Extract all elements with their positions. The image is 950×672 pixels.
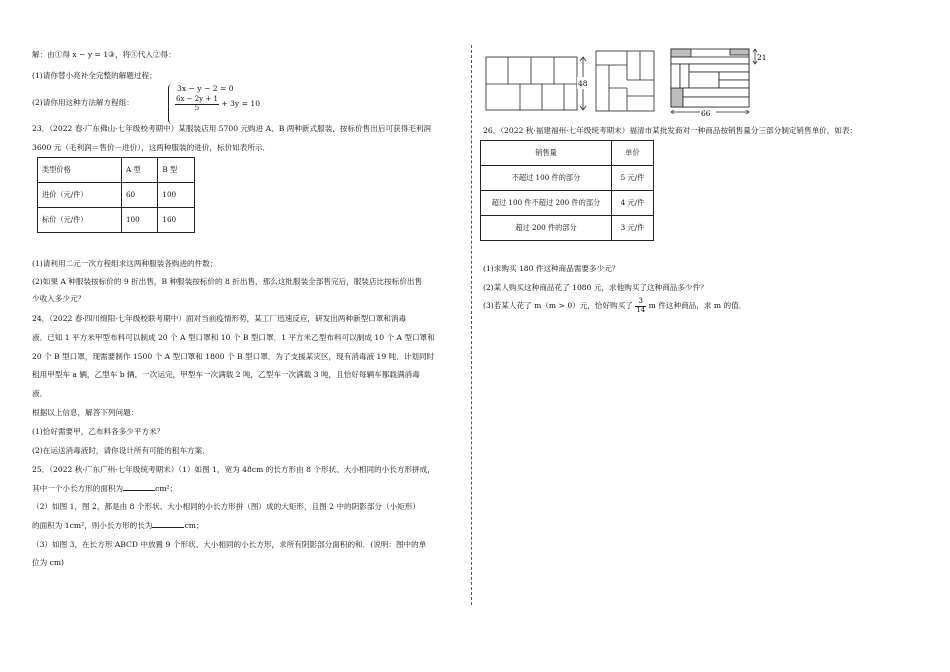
solution-line: 解：由①得 x − y = 1③，将③代入②得：	[32, 50, 176, 59]
table-cell: 3 元/件	[612, 216, 654, 241]
table-cell: 不超过 100 件的部分	[481, 166, 612, 191]
q25-text-6: 位为 cm)	[32, 558, 65, 567]
q24-text-1: 24．（2022 春·四川绵阳·七年级校联考期中）面对当前疫情形势，某工厂迅速反应，研发出两种新型口罩和消毒	[32, 314, 407, 323]
table-row	[481, 216, 654, 241]
q24-text-6: 根据以上信息，解答下列问题：	[32, 408, 139, 417]
table-cell: 160	[158, 208, 195, 233]
q23-part2-line1: (2)如果 A 种服装按标价的 9 折出售，B 种服装按标价的 8 折出售，那么这批服装全部售完后，服装店比按标价出售	[32, 277, 423, 286]
table-cell: 标价（元/件）	[38, 208, 122, 233]
answer-blank	[152, 527, 184, 528]
q26-part1: (1)求购买 180 件这种商品需要多少元？	[483, 264, 620, 273]
fig3-label-66: 66	[701, 109, 711, 118]
q25-text-4a: 的面积为 1cm²，则小长方形的长为	[32, 521, 153, 530]
fraction-numerator: 6x − 2y + 1	[176, 95, 218, 103]
table-row	[481, 191, 654, 216]
figure-1	[485, 55, 597, 113]
q24-text-5: 液．	[32, 389, 48, 398]
table-header: 类型价格	[38, 158, 122, 183]
table-header: A 型	[121, 158, 157, 183]
figure-2	[595, 50, 657, 114]
q23-part2-line2: 少收入多少元？	[32, 294, 86, 303]
q25-text-4	[32, 521, 204, 531]
fig2-outline	[596, 51, 654, 111]
table-row	[38, 208, 195, 233]
fraction-denominator: 5	[194, 103, 200, 112]
table-cell: 100	[121, 208, 157, 233]
table-row	[38, 183, 195, 208]
fig3-label-21: 21	[757, 53, 767, 62]
q25-text-2	[32, 484, 177, 494]
q24-part2: (2)在运送消毒液时，请你设计所有可能的租车方案．	[32, 446, 210, 455]
equation-2	[175, 96, 260, 112]
q24-text-3: 20 个 B 型口罩，现需要制作 1500 个 A 型口罩和 1800 个 B 型口罩．为了支援某灾区，现有消毒液 19 吨．计划同时	[32, 352, 435, 361]
q24-part1: (1)恰好需要甲，乙布料各多少平方米？	[32, 427, 165, 436]
table-cell: 100	[158, 183, 195, 208]
q25-text-4b: cm；	[184, 521, 204, 530]
fraction-numerator: 3	[635, 298, 646, 307]
q23-text-1: 23．（2022 春·广东佛山·七年级校考期中）某服装店用 5700 元购进 A、B 两种新式服装，按标价售出后可获得毛利润	[32, 124, 432, 133]
table-header: 单价	[612, 141, 654, 166]
equation-2-fraction	[175, 96, 219, 112]
equation-2-tail: + 3y = 10	[221, 99, 261, 109]
q26-part3-pre: (3)若某人花了 m（m > 0）元，恰好购买了	[483, 301, 633, 311]
equation-1: 3x − y − 2 = 0	[177, 84, 234, 93]
q23-part1: (1)请利用二元一次方程组求这两种服装各购进的件数；	[32, 259, 218, 268]
table-cell: 超过 100 件不超过 200 件的部分	[481, 191, 612, 216]
q23-table	[37, 157, 195, 233]
answer-blank	[123, 490, 155, 491]
column-divider	[471, 45, 472, 605]
q26-table	[480, 140, 654, 241]
q23-text-2: 3600 元（毛利润＝售价－进价），这两种服装的进价，标价如表所示．	[32, 143, 271, 152]
q25-text-2a: 其中一个小长方形的面积为	[32, 484, 124, 493]
q26-part3-post: m 件这种商品，求 m 的值．	[648, 301, 747, 311]
figure-3	[670, 48, 770, 118]
fraction-3-14	[635, 298, 646, 314]
equation-system	[168, 84, 289, 124]
q25-text-5: （3）如图 3，在长方形 ABCD 中放置 9 个形状、大小相同的小长方形，求所有阴影部分面积的和．(说明：图中的单	[32, 540, 427, 549]
q25-text-1: 25．（2022 秋·广东广州·七年级统考期末）（1）如图 1，宽为 48cm 的长方形由 8 个形状、大小相同的小长方形拼成，	[32, 465, 435, 474]
fig1-outline	[486, 57, 577, 110]
table-cell: 60	[121, 183, 157, 208]
q26-intro: 26．（2022 秋·福建福州·七年级统考期末）福清市某批发商对一种商品按销售量分三部分制定销售单价，如表：	[483, 126, 858, 135]
table-cell: 4 元/件	[612, 191, 654, 216]
fig1-label-48: 48	[578, 79, 588, 88]
table-header: 销售量	[481, 141, 612, 166]
table-cell: 5 元/件	[612, 166, 654, 191]
q24-text-4: 租用甲型车 a 辆，乙型车 b 辆，一次运完，甲型车一次满载 2 吨，乙型车一次满载 3 吨，且恰好每辆车都载满消毒	[32, 370, 420, 379]
table-cell: 超过 200 件的部分	[481, 216, 612, 241]
table-header: B 型	[158, 158, 195, 183]
q22-part1: (1)请你替小亮补全完整的解题过程；	[32, 71, 157, 80]
table-cell: 进价（元/件）	[38, 183, 122, 208]
q26-part2: (2)某人购买这种商品花了 1080 元，求他购买了这种商品多少件？	[483, 283, 708, 292]
q22-part2: (2)请你用这种方法解方程组：	[32, 98, 134, 107]
table-row	[481, 166, 654, 191]
fraction-denominator: 14	[636, 305, 646, 314]
q24-text-2: 液．已知 1 平方米甲型布料可以制成 20 个 A 型口罩和 10 个 B 型口罩．1 平方米乙型布料可以制成 10 个 A 型口罩和	[32, 333, 435, 342]
q26-part3	[483, 298, 746, 314]
q25-text-3: （2）如图 1，图 2，都是由 8 个形状、大小相同的小长方形拼（图）成的大矩形，且图 2 中的阴影部分（小矩形）	[32, 502, 420, 511]
q25-text-2b: cm²；	[155, 484, 178, 493]
